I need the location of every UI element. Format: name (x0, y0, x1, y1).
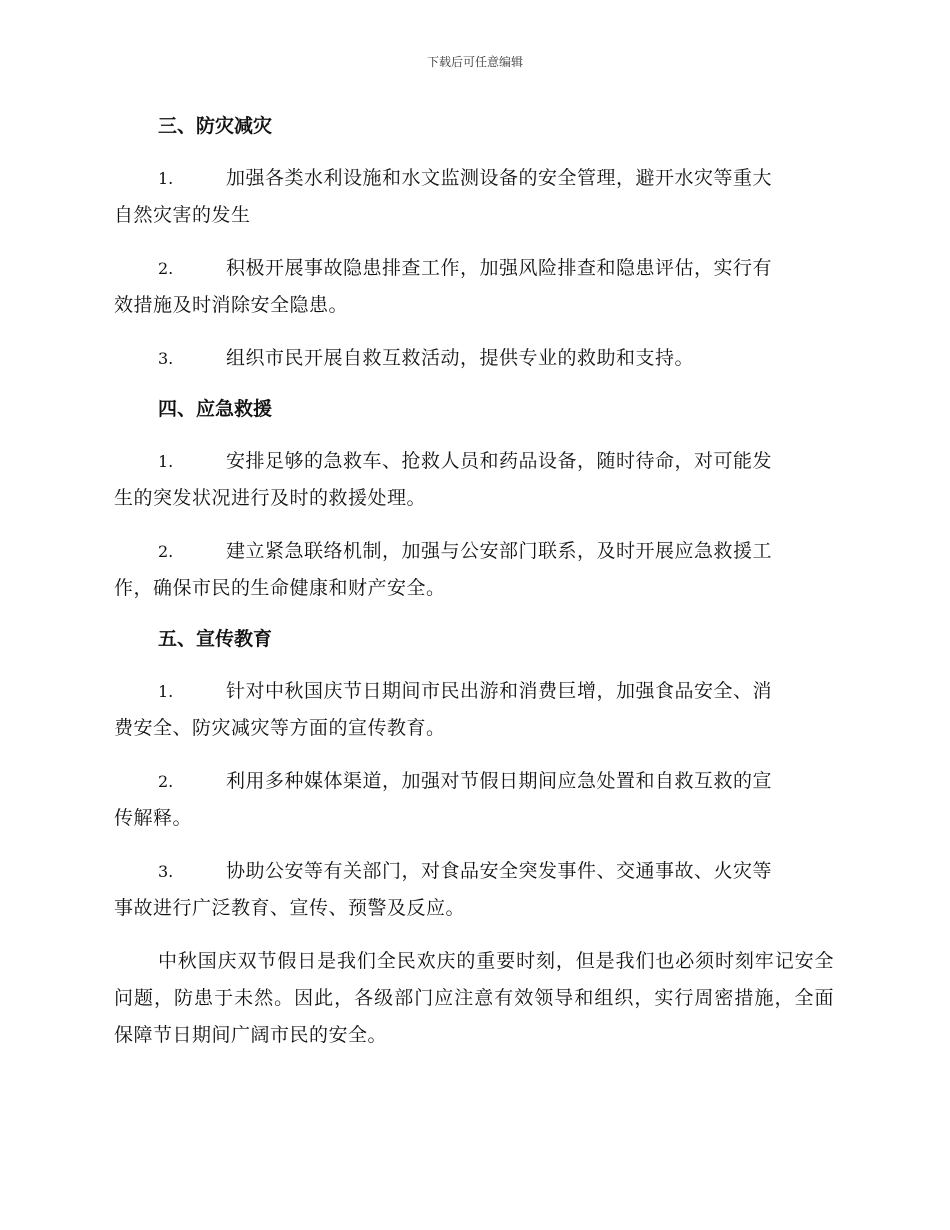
closing-paragraph: 中秋国庆双节假日是我们全民欢庆的重要时刻，但是我们也必须时刻牢记安全问题，防患于未然。因此，各级部门应注意有效领导和组织，实行周密措施，全面保障节日期间广阔市民的安全。 (114, 950, 834, 1046)
item-text-line-2: 传解释。 (114, 807, 193, 829)
item-text-line-2: 自然灾害的发生 (114, 204, 251, 226)
item-number: 2. (158, 542, 174, 561)
item-text-line-1: 安排足够的急救车、抢救人员和药品设备，随时待命，对可能发 (226, 450, 773, 472)
list-item (114, 853, 834, 927)
item-text-line-1: 组织市民开展自救互救活动，提供专业的救助和支持。 (226, 347, 695, 369)
list-item (114, 673, 834, 747)
item-text-line-2: 事故进行广泛教育、宣传、预警及反应。 (114, 897, 466, 919)
item-text-line-1: 建立紧急联络机制，加强与公安部门联系，及时开展应急救援工 (226, 540, 773, 562)
section-emergency-rescue (114, 391, 834, 607)
item-text-line-1: 协助公安等有关部门，对食品安全突发事件、交通事故、火灾等 (226, 860, 773, 882)
item-text-line-2: 生的突发状况进行及时的救援处理。 (114, 487, 427, 509)
list-item (114, 250, 834, 324)
section-heading: 三、防灾减灾 (158, 115, 273, 137)
item-text-line-1: 利用多种媒体渠道，加强对节假日期间应急处置和自救互救的宣 (226, 770, 773, 792)
item-number: 2. (158, 259, 174, 278)
item-text-line-2: 效措施及时消除安全隐患。 (114, 294, 349, 316)
item-number: 3. (158, 349, 174, 368)
list-item (114, 533, 834, 607)
page-header: 下载后可任意编辑 (426, 55, 523, 69)
list-item (114, 763, 834, 837)
item-number: 3. (158, 862, 174, 881)
item-text-line-2: 费安全、防灾减灾等方面的宣传教育。 (114, 717, 446, 739)
item-number: 1. (158, 169, 174, 188)
item-text-line-1: 积极开展事故隐患排查工作，加强风险排查和隐患评估，实行有 (226, 257, 773, 279)
item-text-line-2: 作，确保市民的生命健康和财产安全。 (114, 577, 446, 599)
item-text-line-1: 加强各类水利设施和水文监测设备的安全管理，避开水灾等重大 (226, 167, 773, 189)
item-text-line-1: 针对中秋国庆节日期间市民出游和消费巨增，加强食品安全、消 (226, 680, 773, 702)
item-number: 2. (158, 772, 174, 791)
item-number: 1. (158, 682, 174, 701)
section-publicity-education (114, 621, 834, 927)
item-number: 1. (158, 452, 174, 471)
section-heading: 五、宣传教育 (158, 628, 273, 650)
section-heading: 四、应急救援 (158, 398, 273, 420)
list-item (114, 340, 834, 377)
document-body (114, 108, 834, 1054)
list-item (114, 160, 834, 234)
section-disaster-prevention (114, 108, 834, 377)
list-item (114, 443, 834, 517)
